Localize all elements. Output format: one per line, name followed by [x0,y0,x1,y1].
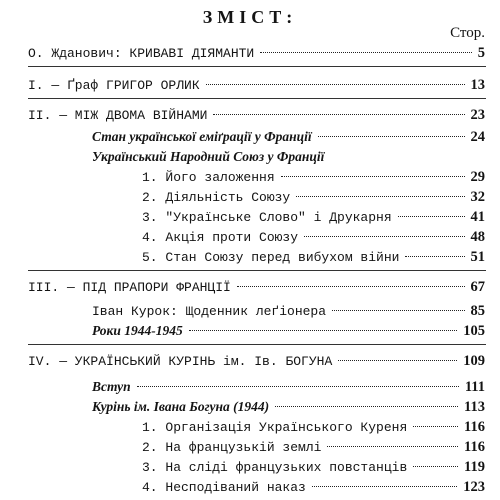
toc-entry-title: Курінь ім. Івана Богуна (1944) [92,399,270,414]
toc-entry-page: 113 [464,399,485,415]
toc-section-ukrainskyi-kurin [28,352,485,371]
toc-section-title: II. — МІЖ ДВОМА ВІЙНАМИ [28,108,208,123]
toc-entry-page: 41 [470,209,485,225]
toc-entry-title: 3. "Українське Слово" і Друкарня [142,210,392,225]
toc-entry-vstup [92,378,485,396]
dot-leader [327,446,458,447]
toc-entry-page: 111 [464,379,485,395]
toc-entry-page: 67 [470,279,485,295]
dot-leader [189,330,458,331]
toc-entry-title: 5. Стан Союзу перед вибухом війни [142,250,400,265]
dot-leader [332,310,464,311]
dot-leader [413,426,458,427]
section-divider [28,98,486,99]
toc-entry-page: 116 [464,419,485,435]
section-divider [28,344,486,345]
toc-entry-page: 13 [470,77,485,93]
toc-entry-stan-soiuzu [142,248,485,267]
toc-entry-ukrainske-slovo [142,208,485,227]
toc-entry-na-frantsuzkii-zemli [142,438,485,457]
dot-leader [398,216,465,217]
toc-entry-diialnist-soiuzu [142,188,485,207]
toc-entry-page: 23 [470,107,485,123]
dot-leader [281,176,465,177]
toc-entry-title: Український Народний Союз у Франції [92,149,325,164]
toc-entry-page: 32 [470,189,485,205]
toc-entry-title: О. Жданович: КРИВАВІ ДІЯМАНТИ [28,46,255,61]
toc-entry-stan-emigratsii [92,128,485,146]
dot-leader [405,256,464,257]
toc-entry-kryvavi-diamanty [28,44,485,63]
toc-section-mizh-dvoma-viinamy [28,106,485,125]
dot-leader [413,466,458,467]
dot-leader [137,386,459,387]
toc-entry-page: 116 [464,439,485,455]
dot-leader [296,196,464,197]
toc-entry-page: 123 [463,479,485,495]
toc-entry-nespodivanyi-nakaz [142,478,485,497]
dot-leader [213,114,464,115]
toc-entry-title: Вступ [92,379,131,394]
page-heading: ЗМІСТ: [202,7,298,27]
dot-leader [260,52,472,53]
toc-entry-page: 29 [470,169,485,185]
toc-entry-orhanizatsiia-kurenia [142,418,485,437]
toc-section-pid-prapory-frantsii [28,278,485,297]
toc-entry-page: 105 [463,323,485,339]
toc-section-title: IV. — УКРАЇНСЬКИЙ КУРІНЬ ім. Ів. БОГУНА [28,354,333,369]
toc-entry-title: Іван Курок: Щоденник леґіонера [92,304,327,319]
toc-section-title: III. — ПІД ПРАПОРИ ФРАНЦІЇ [28,280,231,295]
toc-entry-shchodennyk-legionera [92,302,485,321]
toc-entry-title: Роки 1944-1945 [92,323,183,338]
toc-entry-yoho-zalozhennia [142,168,485,187]
dot-leader [318,136,465,137]
toc-entry-kurin-im-ivana-bohuna [92,398,485,416]
toc-entry-page: 24 [470,129,485,145]
toc-entry-hryhor-orlyk [28,76,485,95]
toc-entry-title: 3. На сліді французьких повстанців [142,460,408,475]
toc-entry-title: 1. Організація Українського Куреня [142,420,408,435]
toc-entry-roky-1944-1945 [92,322,485,340]
toc-entry-na-slidi-povstantsiv [142,458,485,477]
toc-entry-title: 2. На французькій землі [142,440,322,455]
dot-leader [304,236,464,237]
dot-leader [237,286,465,287]
section-divider [28,66,486,67]
dot-leader [312,486,457,487]
toc-entry-page: 85 [470,303,485,319]
toc-entry-title: 2. Діяльність Союзу [142,190,291,205]
toc-entry-page: 5 [477,45,485,61]
toc-entry-aktsiia-proty-soiuzu [142,228,485,247]
toc-entry-page: 119 [464,459,485,475]
dot-leader [206,84,465,85]
toc-entry-title: Стан української еміґрації у Франції [92,129,312,144]
toc-entry-page: 109 [463,353,485,369]
toc-entry-page: 48 [470,229,485,245]
dot-leader [275,406,458,407]
page-column-label: Стор. [450,25,485,41]
toc-subheading-narodnyi-soiuz [92,148,324,166]
toc-entry-title: 4. Акція проти Союзу [142,230,299,245]
toc-entry-title: I. — Ґраф ГРИГОР ОРЛИК [28,78,200,93]
toc-entry-title: 4. Несподіваний наказ [142,480,306,495]
toc-entry-title: 1. Його заложення [142,170,275,185]
section-divider [28,270,486,271]
toc-entry-page: 51 [470,249,485,265]
dot-leader [338,360,457,361]
